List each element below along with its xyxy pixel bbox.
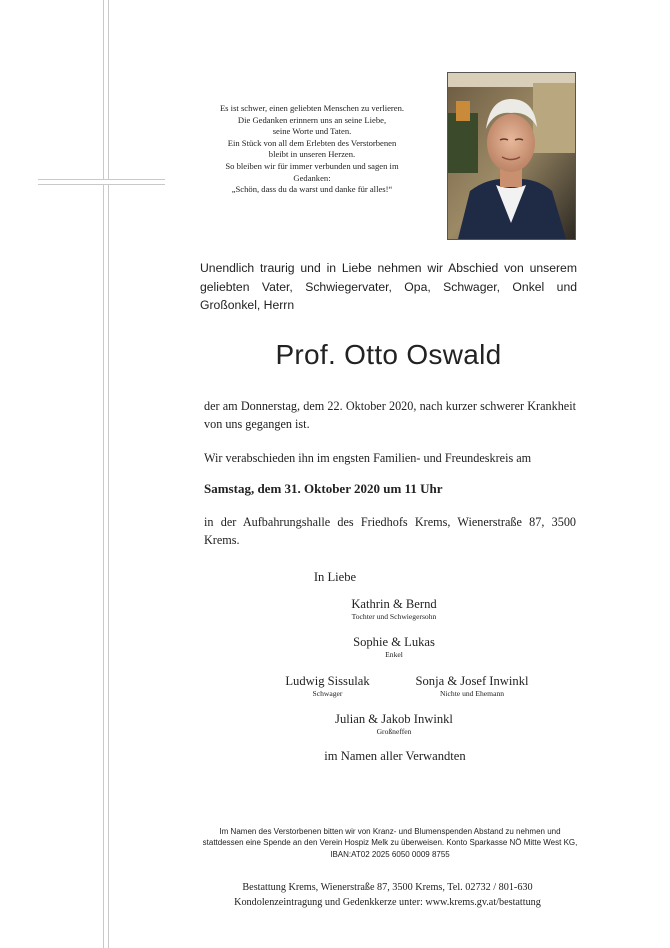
mourner-name: Kathrin & Bernd bbox=[351, 597, 437, 611]
mourner-ludwig bbox=[270, 673, 385, 699]
mourner-role: Großneffen bbox=[376, 727, 412, 736]
poem-line: „Schön, dass du da warst und danke für alles!“ bbox=[231, 184, 393, 195]
poem-line: Die Gedanken erinnern uns an seine Liebe, bbox=[237, 114, 387, 125]
mourner-julian bbox=[314, 711, 474, 737]
mourner-name: Ludwig Sissulak bbox=[285, 674, 370, 688]
mourner-role: Schwager bbox=[312, 689, 343, 698]
mourner-kathrin bbox=[330, 596, 458, 622]
mourner-role: Enkel bbox=[385, 650, 403, 659]
poem-line: bleibt in unseren Herzen. bbox=[268, 149, 356, 160]
ceremony-date: Samstag, dem 31. Oktober 2020 um 11 Uhr bbox=[204, 481, 443, 496]
memorial-poem bbox=[193, 103, 431, 196]
cross-horizontal-line bbox=[38, 179, 165, 185]
mourner-role: Tochter und Schwiegersohn bbox=[351, 612, 437, 621]
poem-line: Es ist schwer, einen geliebten Menschen zu verlieren. bbox=[219, 103, 405, 113]
mourners-heading: In Liebe bbox=[313, 570, 357, 584]
mourner-sonja bbox=[402, 673, 542, 699]
poem-line: Ein Stück von all dem Erlebten des Verstorbenen bbox=[227, 137, 397, 148]
mourners-closing: im Namen aller Verwandten bbox=[324, 749, 466, 763]
mourner-name: Sophie & Lukas bbox=[353, 635, 435, 649]
deceased-name: Prof. Otto Oswald bbox=[275, 339, 502, 370]
mourner-sophie bbox=[330, 634, 458, 660]
poem-line: So bleiben wir für immer verbunden und sagen im bbox=[225, 160, 399, 171]
mourner-name: Sonja & Josef Inwinkl bbox=[415, 674, 529, 688]
donation-notice: Im Namen des Verstorbenen bitten wir von Kranz- und Blumenspenden Abstand zu nehmen und stattdessen eine Spende an den Verein Hospiz Melk zu überweisen. Konto Sparkasse NÖ Mitte West KG, IBAN:AT02 2025 6050 0009 8755 bbox=[202, 827, 578, 859]
farewell-text: Wir verabschieden ihn im engsten Familien- und Freundeskreis am bbox=[204, 451, 532, 465]
death-notice-text: der am Donnerstag, dem 22. Oktober 2020, nach kurzer schwerer Krankheit von uns gegangen ist. bbox=[204, 399, 576, 431]
location-text: in der Aufbahrungshalle des Friedhofs Krems, Wienerstraße 87, 3500 Krems. bbox=[204, 515, 576, 547]
cross-intersection bbox=[104, 180, 108, 184]
cross-vertical-line bbox=[103, 0, 109, 948]
mourner-name: Julian & Jakob Inwinkl bbox=[335, 712, 453, 726]
undertaker-info bbox=[195, 881, 580, 910]
undertaker-website: Kondolenzeintragung und Gedenkkerze unter: www.krems.gv.at/bestattung bbox=[234, 896, 541, 908]
portrait-photo bbox=[447, 72, 576, 240]
intro-paragraph: Unendlich traurig und in Liebe nehmen wir Abschied von unserem geliebten Vater, Schwiegervater, Opa, Schwager, Onkel und Großonkel, Herrn bbox=[200, 261, 577, 312]
poem-line: Gedanken: bbox=[293, 172, 331, 183]
poem-line: seine Worte und Taten. bbox=[272, 126, 352, 137]
mourner-role: Nichte und Ehemann bbox=[439, 689, 505, 698]
undertaker-address: Bestattung Krems, Wienerstraße 87, 3500 Krems, Tel. 02732 / 801-630 bbox=[242, 882, 533, 893]
